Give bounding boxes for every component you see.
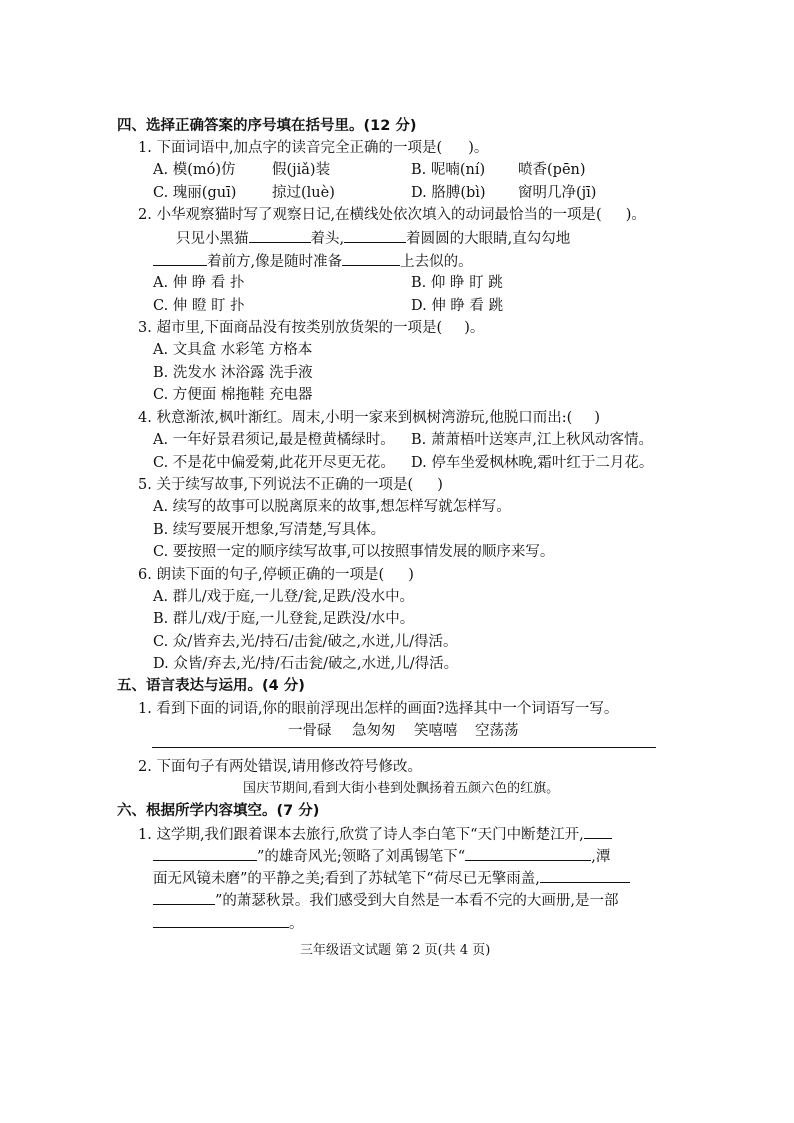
answer-blank[interactable] (153, 890, 215, 905)
q2-passage-line1: 只见小黑猫 着头, 着圆圆的大眼睛,直勾勾地 (176, 228, 570, 249)
q3-option-c: C. 方便面 棉拖鞋 充电器 (153, 387, 313, 403)
s5-word-1: 一骨碌 (288, 723, 332, 739)
s6-line-4: ”的萧瑟秋景。我们感受到大自然是一本看不完的大画册,是一部 (153, 890, 619, 911)
q2-option-b: B. 仰 睁 盯 跳 (411, 275, 503, 291)
q4-option-d: D. 停车坐爱枫林晚,霜叶红于二月花。 (411, 455, 654, 471)
q6-option-d: D. 众皆/弃去,光/持/石击瓮/破之,水迸,儿/得活。 (153, 656, 459, 672)
writing-line[interactable] (152, 747, 656, 748)
q1-option-d-word2: 窗明几净(jī) (518, 185, 597, 201)
answer-blank[interactable] (153, 913, 289, 928)
s5-word-2: 急匆匆 (352, 723, 396, 739)
q3-option-a: A. 文具盒 水彩笔 方格本 (153, 342, 313, 358)
q1-option-b-word2: 喷香(pēn) (518, 162, 586, 178)
q5-option-b: B. 续写要展开想象,写清楚,写具体。 (153, 522, 386, 538)
q5-option-a: A. 续写的故事可以脱离原来的故事,想怎样写就怎样写。 (153, 499, 511, 515)
s6-line-5: 。 (153, 913, 304, 934)
q5-option-c: C. 要按照一定的顺序续写故事,可以按照事情发展的顺序来写。 (153, 544, 555, 560)
s6-line-3: 面无风镜未磨”的平静之美;看到了苏轼笔下“荷尽已无擎雨盖, (153, 868, 630, 889)
q1-option-a: A. 模(mó)仿 (153, 162, 236, 178)
answer-blank[interactable] (153, 251, 207, 266)
answer-blank[interactable] (540, 868, 630, 883)
q6-option-b: B. 群儿/戏/于庭,一儿登瓮,足跌没/水中。 (153, 611, 415, 627)
answer-blank[interactable] (153, 846, 257, 861)
q2-passage-line2: 着前方,像是随时准备 上去似的。 (153, 251, 473, 272)
q2-option-c: C. 伸 瞪 盯 扑 (153, 298, 245, 314)
answer-blank[interactable] (342, 251, 400, 266)
s5-word-4: 空荡荡 (475, 723, 519, 739)
s5-q1-stem: 1. 看到下面的词语,你的眼前浮现出怎样的画面?选择其中一个词语写一写。 (138, 701, 619, 717)
q1-stem: 1. 下面词语中,加点字的读音完全正确的一项是( )。 (138, 140, 489, 156)
section-6-title: 六、根据所学内容填空。(7 分) (117, 803, 320, 819)
s6-line-2: ”的雄奇风光;领略了刘禹锡笔下“ ,潭 (153, 846, 610, 867)
q4-option-a: A. 一年好景君须记,最是橙黄橘绿时。 (153, 432, 395, 448)
q6-stem: 6. 朗读下面的句子,停顿正确的一项是( ) (138, 567, 414, 583)
q5-stem: 5. 关于续写故事,下列说法不正确的一项是( ) (138, 477, 443, 493)
page-footer: 三年级语文试题 第 2 页(共 4 页) (300, 943, 491, 958)
answer-blank[interactable] (249, 228, 311, 243)
s5-q2-stem: 2. 下面句子有两处错误,请用修改符号修改。 (138, 759, 423, 775)
q3-option-b: B. 洗发水 沐浴露 洗手液 (153, 365, 313, 381)
q1-option-c: C. 瑰丽(guī) (153, 185, 237, 201)
q4-stem: 4. 秋意渐浓,枫叶渐红。周末,小明一家来到枫树湾游玩,他脱口而出:( ) (138, 410, 600, 426)
answer-blank[interactable] (465, 846, 591, 861)
q2-option-d: D. 伸 睁 看 跳 (411, 298, 504, 314)
q4-option-b: B. 萧萧梧叶送寒声,江上秋风动客情。 (411, 432, 653, 448)
q6-option-a: A. 群儿/戏于庭,一儿登/瓮,足跌/没水中。 (153, 589, 415, 605)
section-4-title: 四、选择正确答案的序号填在括号里。(12 分) (117, 118, 417, 134)
q6-option-c: C. 众/皆弃去,光/持石/击瓮/破之,水迸,儿/得活。 (153, 634, 458, 650)
section-5-title: 五、语言表达与运用。(4 分) (117, 678, 305, 694)
q4-option-c: C. 不是花中偏爱菊,此花开尽更无花。 (153, 455, 395, 471)
q1-option-c-word2: 掠过(luè) (272, 185, 335, 201)
q2-stem: 2. 小华观察猫时写了观察日记,在横线处依次填入的动词最恰当的一项是( )。 (138, 207, 646, 223)
q3-stem: 3. 超市里,下面商品没有按类别放货架的一项是( )。 (138, 320, 485, 336)
q1-option-b: B. 呢喃(ní) (411, 162, 486, 178)
q2-option-a: A. 伸 睁 看 扑 (153, 275, 245, 291)
s6-line-1: 1. 这学期,我们跟着课本去旅行,欣赏了诗人李白笔下“天门中断楚江开, (138, 824, 612, 845)
s5-q2-sentence: 国庆节期间,看到大街小巷到处飘扬着五颜六色的红旗。 (243, 781, 560, 796)
q1-option-d: D. 胳膊(bì) (411, 185, 486, 201)
answer-blank[interactable] (584, 824, 612, 839)
s5-word-3: 笑嘻嘻 (414, 723, 458, 739)
answer-blank[interactable] (344, 228, 406, 243)
q1-option-a-word2: 假(jiǎ)装 (272, 162, 331, 178)
